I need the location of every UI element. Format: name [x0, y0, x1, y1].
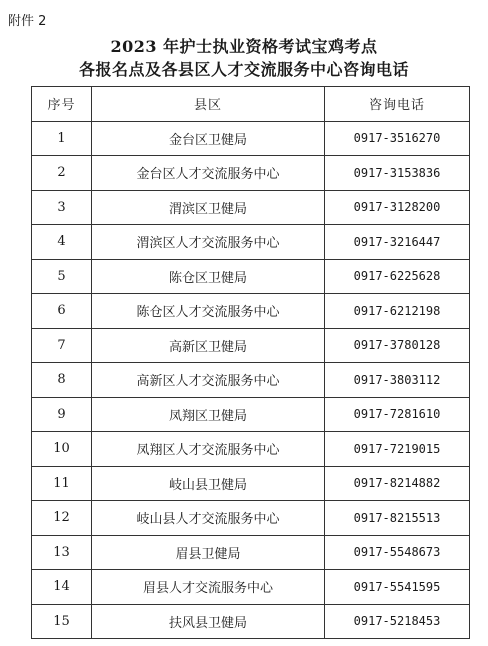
row-serial-number: 8 [32, 363, 92, 398]
row-district: 金台区人才交流服务中心 [92, 156, 325, 191]
table-row [32, 190, 470, 225]
table-row [32, 328, 470, 363]
row-phone: 0917-6212198 [325, 294, 470, 329]
row-serial-number: 2 [32, 156, 92, 191]
table-row [32, 466, 470, 501]
row-phone: 0917-3516270 [325, 121, 470, 156]
row-serial-number: 11 [32, 466, 92, 501]
document-title-line-2: 各报名点及各县区人才交流服务中心咨询电话 [78, 60, 409, 79]
row-phone: 0917-3128200 [325, 190, 470, 225]
row-district: 岐山县卫健局 [92, 466, 325, 501]
row-serial-number: 12 [32, 501, 92, 536]
row-district: 金台区卫健局 [92, 121, 325, 156]
row-district: 渭滨区卫健局 [92, 190, 325, 225]
row-serial-number: 14 [32, 570, 92, 605]
row-district: 岐山县人才交流服务中心 [92, 501, 325, 536]
table-row [32, 501, 470, 536]
row-serial-number: 9 [32, 397, 92, 432]
row-phone: 0917-8214882 [325, 466, 470, 501]
row-district: 高新区人才交流服务中心 [92, 363, 325, 398]
table-row [32, 363, 470, 398]
row-phone: 0917-3803112 [325, 363, 470, 398]
table-row [32, 156, 470, 191]
contact-table [31, 86, 470, 639]
row-serial-number: 6 [32, 294, 92, 329]
table-row [32, 225, 470, 260]
table-row [32, 294, 470, 329]
row-phone: 0917-6225628 [325, 259, 470, 294]
row-district: 凤翔区卫健局 [92, 397, 325, 432]
table-row [32, 121, 470, 156]
row-district: 扶风县卫健局 [92, 604, 325, 639]
header-serial-number: 序号 [32, 87, 92, 122]
row-phone: 0917-5541595 [325, 570, 470, 605]
row-phone: 0917-3153836 [325, 156, 470, 191]
row-serial-number: 4 [32, 225, 92, 260]
table-row [32, 535, 470, 570]
row-serial-number: 3 [32, 190, 92, 225]
document-title-line-1: 2023 年护士执业资格考试宝鸡考点 [110, 37, 378, 56]
table-row [32, 604, 470, 639]
row-serial-number: 5 [32, 259, 92, 294]
attachment-label: 附件 2 [8, 14, 47, 29]
table-row [32, 570, 470, 605]
row-phone: 0917-7219015 [325, 432, 470, 467]
row-serial-number: 10 [32, 432, 92, 467]
header-district: 县区 [92, 87, 325, 122]
row-district: 渭滨区人才交流服务中心 [92, 225, 325, 260]
row-district: 凤翔区人才交流服务中心 [92, 432, 325, 467]
row-phone: 0917-7281610 [325, 397, 470, 432]
header-phone: 咨询电话 [325, 87, 470, 122]
row-serial-number: 1 [32, 121, 92, 156]
row-phone: 0917-5218453 [325, 604, 470, 639]
table-row [32, 397, 470, 432]
row-phone: 0917-8215513 [325, 501, 470, 536]
row-district: 陈仓区人才交流服务中心 [92, 294, 325, 329]
row-district: 眉县卫健局 [92, 535, 325, 570]
row-district: 眉县人才交流服务中心 [92, 570, 325, 605]
row-phone: 0917-5548673 [325, 535, 470, 570]
row-serial-number: 15 [32, 604, 92, 639]
table-header-row [32, 87, 470, 122]
row-serial-number: 7 [32, 328, 92, 363]
row-district: 高新区卫健局 [92, 328, 325, 363]
table-row [32, 259, 470, 294]
row-serial-number: 13 [32, 535, 92, 570]
row-district: 陈仓区卫健局 [92, 259, 325, 294]
row-phone: 0917-3780128 [325, 328, 470, 363]
table-row [32, 432, 470, 467]
row-phone: 0917-3216447 [325, 225, 470, 260]
